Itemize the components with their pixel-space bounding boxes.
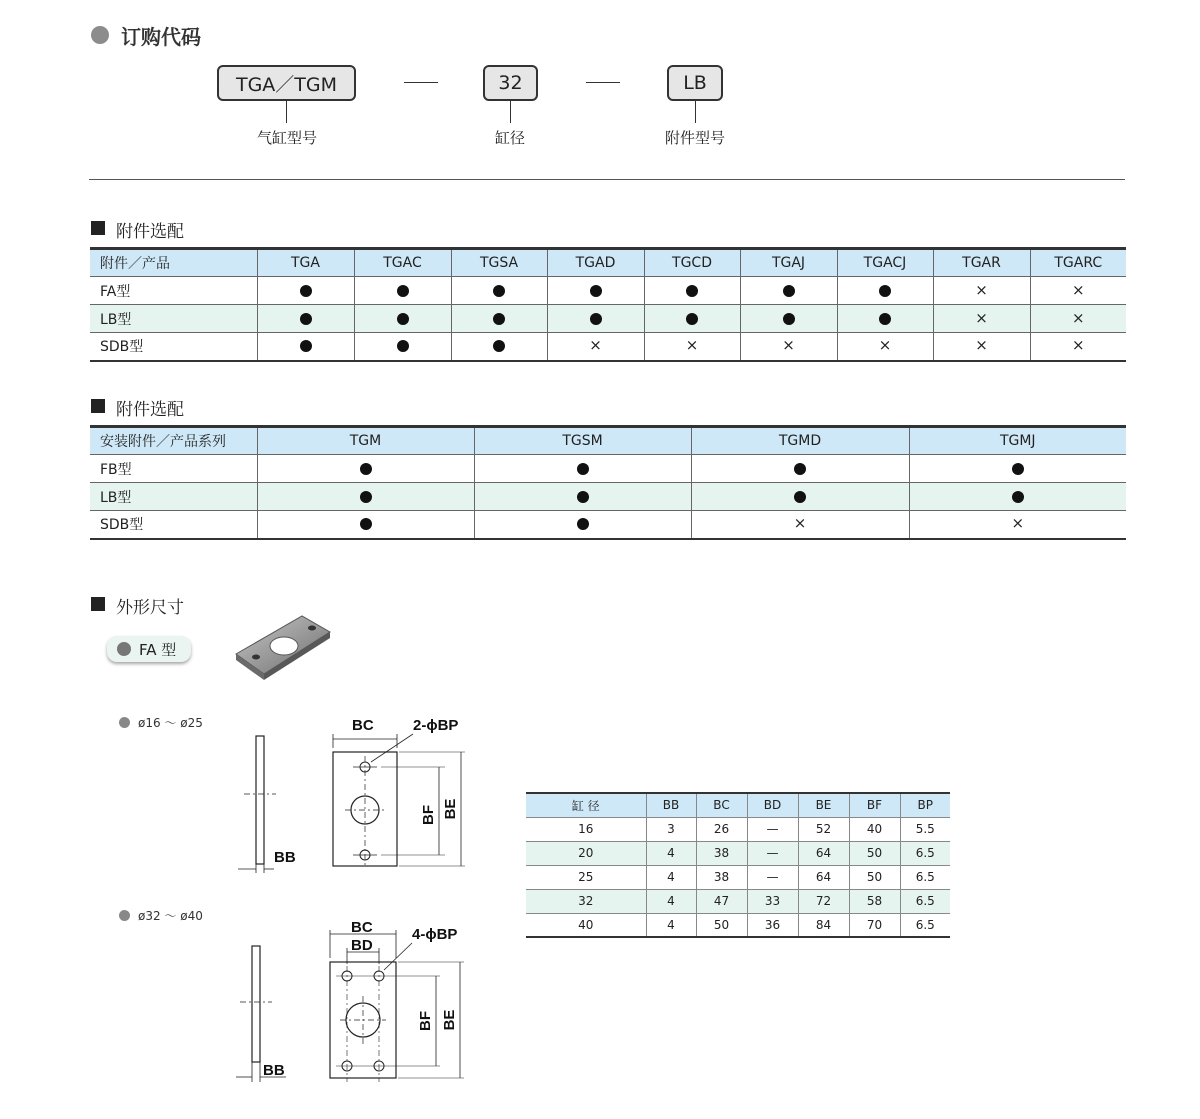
bb-label: BB [274,849,296,866]
compat-cell [354,305,451,333]
compat-cell [740,277,837,305]
header-cell: BP [900,793,950,817]
available-dot-icon [879,313,891,325]
table-cell: 38 [696,865,747,889]
bore-code-box: 32 [483,65,538,101]
compat-cell [740,333,837,361]
section-square [91,597,105,611]
header-cell: BF [849,793,900,817]
table-cell: 40 [849,817,900,841]
section-bullet [91,26,109,44]
table-cell: 40 [526,913,646,937]
divider [89,179,1125,180]
side-view-drawing-large [230,940,310,1085]
available-dot-icon [577,518,589,530]
available-dot-icon [360,463,372,475]
bc-label: BC [351,919,373,936]
bp-label: 2-ϕBP [413,717,459,734]
unavailable-cross-icon: × [1071,336,1085,355]
compat-cell [909,483,1126,511]
front-view-drawing-large [322,918,472,1086]
range-dot [119,910,130,921]
compat-cell [933,333,1030,361]
header-cell: TGSA [451,249,547,277]
available-dot-icon [493,285,505,297]
compat-cell [691,483,909,511]
table-cell: 6.5 [900,889,950,913]
range-text: ø32 ～ ø40 [138,909,203,923]
compat-cell [933,277,1030,305]
table-row [526,841,950,865]
compat-cell [644,333,740,361]
table-cell: — [747,817,798,841]
header-cell: 附件／产品 [90,249,257,277]
compat-cell [451,277,547,305]
table-cell: 47 [696,889,747,913]
dimension-table [526,792,950,938]
unavailable-cross-icon: × [685,336,699,355]
compat-cell [547,305,644,333]
table-row [90,305,1126,333]
row-label: SDB型 [90,511,257,539]
header-cell: BE [798,793,849,817]
table-cell: — [747,865,798,889]
compat-cell [691,511,909,539]
table-cell: 25 [526,865,646,889]
table-row [526,913,950,937]
compat-cell [474,483,691,511]
be-label: BE [442,798,459,820]
table-cell: 33 [747,889,798,913]
header-cell: TGMJ [909,427,1126,455]
range-text: ø16 ～ ø25 [138,716,203,730]
compat-cell [1030,305,1126,333]
fa-type-label: FA 型 [139,640,177,659]
compat-cell [547,277,644,305]
table-cell: 5.5 [900,817,950,841]
header-cell: TGM [257,427,474,455]
table-cell: 32 [526,889,646,913]
table-cell: 4 [646,913,696,937]
available-dot-icon [794,491,806,503]
available-dot-icon [493,340,505,352]
available-dot-icon [590,285,602,297]
leader-line [286,101,287,123]
table-cell: 70 [849,913,900,937]
header-cell: BC [696,793,747,817]
available-dot-icon [783,285,795,297]
available-dot-icon [590,313,602,325]
compat-cell [257,483,474,511]
compat-cell [837,333,933,361]
unavailable-cross-icon: × [782,336,795,355]
header-cell: TGARC [1030,249,1126,277]
compat-cell [837,305,933,333]
unavailable-cross-icon: × [975,336,988,355]
available-dot-icon [686,285,698,297]
table-cell: 58 [849,889,900,913]
header-cell: TGACJ [837,249,933,277]
range-label-small [119,714,203,731]
available-dot-icon [360,518,372,530]
compat-cell [474,511,691,539]
table-cell: 6.5 [900,865,950,889]
table-cell: 84 [798,913,849,937]
header-cell: TGAR [933,249,1030,277]
accessory-table [90,247,1126,362]
table1-title: 附件选配 [116,222,184,242]
unavailable-cross-icon: × [1071,280,1085,299]
header-cell: TGAD [547,249,644,277]
section-square [91,399,105,413]
unavailable-cross-icon: × [589,336,602,355]
header-cell: TGSM [474,427,691,455]
range-dot [119,717,130,728]
table-cell: 36 [747,913,798,937]
compat-cell [354,277,451,305]
compat-cell [257,305,354,333]
compat-cell [257,455,474,483]
header-cell: 安装附件／产品系列 [90,427,257,455]
table-cell: 52 [798,817,849,841]
available-dot-icon [397,285,409,297]
available-dot-icon [1012,463,1024,475]
table-header-row [90,249,1126,277]
compat-cell [909,511,1126,539]
section-square [91,221,105,235]
unavailable-cross-icon: × [793,514,807,533]
table-cell: 4 [646,865,696,889]
compat-cell [933,305,1030,333]
fa-type-badge [107,636,191,662]
bore-label: 缸径 [495,129,526,147]
bd-label: BD [351,937,373,954]
fa-bracket-photo [228,610,338,690]
table-row [90,455,1126,483]
table-cell: 72 [798,889,849,913]
available-dot-icon [300,340,312,352]
compat-cell [909,455,1126,483]
dimensions-title: 外形尺寸 [116,598,184,618]
compat-cell [547,333,644,361]
table-header-row [90,427,1126,455]
compat-cell [354,333,451,361]
table-row [90,333,1126,361]
table-row [90,483,1126,511]
table-cell: 16 [526,817,646,841]
available-dot-icon [397,313,409,325]
bf-label: BF [417,1011,434,1031]
unavailable-cross-icon: × [975,308,988,327]
table-row [90,511,1126,539]
code-separator [586,82,620,83]
table2-title: 附件选配 [116,400,184,420]
bf-label: BF [420,805,437,825]
table-cell: 3 [646,817,696,841]
compat-cell [257,277,354,305]
header-cell: TGAC [354,249,451,277]
bc-label: BC [352,717,374,734]
compat-cell [644,277,740,305]
table-cell: 20 [526,841,646,865]
table-cell: 26 [696,817,747,841]
header-cell: BB [646,793,696,817]
order-code-title: 订购代码 [121,25,201,49]
row-label: FB型 [90,455,257,483]
compat-cell [257,333,354,361]
leader-line [510,101,511,123]
table-row [526,889,950,913]
row-label: LB型 [90,483,257,511]
table-row [90,277,1126,305]
compat-cell [1030,277,1126,305]
mounting-table [90,425,1126,540]
available-dot-icon [300,285,312,297]
table-cell: 50 [849,841,900,865]
unavailable-cross-icon: × [1071,308,1085,327]
compat-cell [691,455,909,483]
be-label: BE [441,1009,458,1031]
table-cell: 64 [798,841,849,865]
available-dot-icon [879,285,891,297]
front-view-drawing-small [325,712,475,872]
compat-cell [740,305,837,333]
row-label: SDB型 [90,333,257,361]
table-header-row [526,793,950,817]
header-cell: 缸 径 [526,793,646,817]
available-dot-icon [577,463,589,475]
row-label: LB型 [90,305,257,333]
compat-cell [451,305,547,333]
unavailable-cross-icon: × [975,280,988,299]
table-cell: 4 [646,841,696,865]
header-cell: BD [747,793,798,817]
table-cell: 4 [646,889,696,913]
compat-cell [257,511,474,539]
model-label: 气缸型号 [257,129,318,147]
bp-label: 4-ϕBP [412,926,458,943]
code-separator [404,82,438,83]
unavailable-cross-icon: × [878,336,892,355]
model-code-box: TGA／TGM [217,65,356,101]
compat-cell [644,305,740,333]
available-dot-icon [360,491,372,503]
table-cell: 64 [798,865,849,889]
side-view-drawing-small [230,730,310,875]
header-cell: TGA [257,249,354,277]
accessory-code-box: LB [667,65,723,101]
range-label-large [119,907,203,924]
header-cell: TGMD [691,427,909,455]
available-dot-icon [794,463,806,475]
unavailable-cross-icon: × [1011,514,1025,533]
table-cell: 6.5 [900,841,950,865]
available-dot-icon [397,340,409,352]
available-dot-icon [686,313,698,325]
header-cell: TGCD [644,249,740,277]
bb-label: BB [263,1062,285,1079]
table-row [526,817,950,841]
compat-cell [451,333,547,361]
compat-cell [474,455,691,483]
table-cell: 6.5 [900,913,950,937]
available-dot-icon [577,491,589,503]
header-cell: TGAJ [740,249,837,277]
table-cell: — [747,841,798,865]
table-cell: 38 [696,841,747,865]
row-label: FA型 [90,277,257,305]
available-dot-icon [783,313,795,325]
table-row [526,865,950,889]
available-dot-icon [493,313,505,325]
leader-line [695,101,696,123]
available-dot-icon [1012,491,1024,503]
table-cell: 50 [849,865,900,889]
accessory-label: 附件型号 [665,129,726,147]
compat-cell [837,277,933,305]
badge-dot [117,642,131,656]
available-dot-icon [300,313,312,325]
table-cell: 50 [696,913,747,937]
compat-cell [1030,333,1126,361]
